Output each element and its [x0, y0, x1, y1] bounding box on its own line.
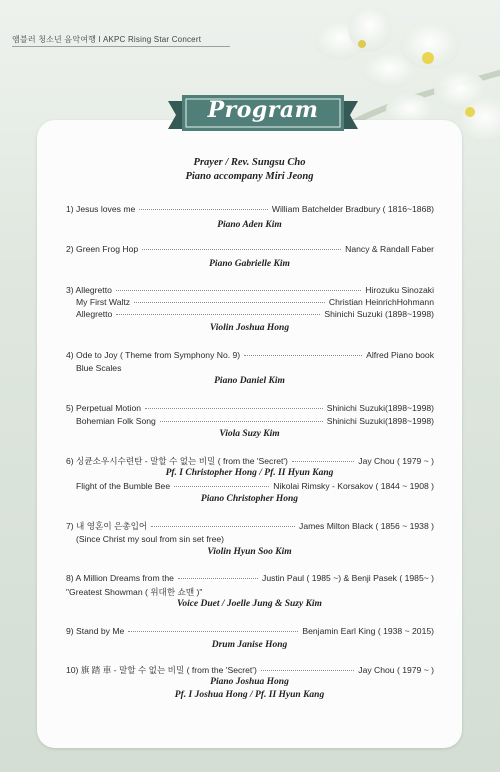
program-item-10 [66, 664, 434, 676]
dot-leader [128, 631, 298, 632]
program-title: Program [207, 97, 319, 123]
piece-title: Bohemian Folk Song [76, 416, 156, 426]
piece-title: Blue Scales [76, 363, 122, 373]
dot-leader [178, 578, 258, 579]
header-caption: 앰블러 청소년 음악여행 I AKPC Rising Star Concert [12, 35, 202, 44]
composer: Jay Chou ( 1979 ~ ) [358, 456, 434, 466]
composer: William Batchelder Bradbury ( 1816~1868) [271, 204, 434, 214]
program-item-5 [66, 403, 434, 413]
piece-title: Allegretto [76, 309, 113, 319]
dot-leader [145, 408, 323, 409]
composer: Nikolai Rimsky - Korsakov ( 1844 ~ 1908 ) [273, 481, 434, 491]
performer: Piano Christopher Hong [200, 494, 299, 504]
program-subitem [76, 481, 434, 491]
piece-title: 1) Jesus loves me [66, 204, 136, 214]
composer: Jay Chou ( 1979 ~ ) [358, 665, 434, 675]
program-item-6 [66, 455, 434, 467]
piece-title: 7) 내 영혼이 은총입어 [66, 521, 148, 531]
composer: Christian HeinrichHohmann [328, 297, 434, 307]
dot-leader [116, 314, 320, 315]
performer: Piano Daniel Kim [214, 376, 285, 386]
dot-leader [116, 290, 361, 291]
piece-title: 2) Green Frog Hop [66, 244, 139, 254]
performer: Pf. I Joshua Hong / Pf. II Hyun Kang [174, 690, 325, 700]
program-item-8 [66, 573, 434, 583]
program-item-9 [66, 626, 434, 636]
composer: Shinichi Suzuki(1898~1998) [326, 416, 434, 426]
program-item-4 [66, 350, 434, 360]
performer: Violin Joshua Hong [209, 323, 290, 333]
piece-title: Flight of the Bumble Bee [76, 481, 171, 491]
piece-title: My First Waltz [76, 297, 131, 307]
accompany-line: Piano accompany Miri Jeong [185, 171, 314, 182]
performer: Pf. I Christopher Hong / Pf. II Hyun Kang [165, 468, 334, 478]
performer: Piano Gabrielle Kim [209, 259, 290, 269]
header-rule [12, 46, 230, 47]
program-subitem [76, 416, 434, 426]
composer: Shinichi Suzuki (1898~1998) [324, 309, 434, 319]
composer: Alfred Piano book [366, 350, 434, 360]
program-subitem [76, 297, 434, 307]
piece-title: 10) 旗 踏 車 - 말할 수 없는 비밀 ( from the 'Secret') [66, 665, 257, 675]
program-item-7 [66, 520, 434, 532]
prayer-header [37, 156, 462, 184]
piece-title: 8) A Million Dreams from the [66, 573, 174, 583]
composer: Nancy & Randall Faber [345, 244, 434, 254]
dot-leader [244, 355, 362, 356]
dot-leader [174, 486, 269, 487]
performer: Piano Joshua Hong [210, 677, 289, 687]
dot-leader [139, 209, 268, 210]
performer: Violin Hyun Soo Kim [207, 547, 292, 557]
dot-leader [134, 302, 325, 303]
composer: Benjamin Earl King ( 1938 ~ 2015) [302, 626, 434, 636]
performer: Drum Janise Hong [211, 640, 288, 650]
piece-subtitle: (Since Christ my soul from sin set free) [76, 534, 225, 544]
dot-leader [261, 670, 354, 671]
composer: Justin Paul ( 1985 ~) & Benji Pasek ( 1985~ ) [262, 573, 434, 583]
piece-title: 6) 싱큔소우시수련탄 - 말할 수 없는 비밀 ( from the 'Secret') [66, 456, 288, 466]
piece-title: 3) Allegretto [66, 285, 112, 295]
piece-title: 9) Stand by Me [66, 626, 125, 636]
piece-title: 5) Perpetual Motion [66, 403, 141, 413]
program-item-1 [66, 204, 434, 214]
piece-subtitle: "Greatest Showman ( 위대한 쇼맨 )" [66, 587, 203, 597]
dot-leader [160, 421, 323, 422]
performer: Voice Duet / Joelle Jung & Suzy Kim [177, 599, 322, 609]
composer: James Milton Black ( 1856 ~ 1938 ) [299, 521, 434, 531]
piece-title: 4) Ode to Joy ( Theme from Symphony No. 9) [66, 350, 241, 360]
prayer-line: Prayer / Rev. Sungsu Cho [193, 157, 306, 168]
program-item-2 [66, 244, 434, 254]
dot-leader [151, 526, 295, 527]
program-item-3 [66, 285, 434, 295]
dot-leader [142, 249, 341, 250]
composer: Hirozuku Sinozaki [365, 285, 434, 295]
performer: Viola Suzy Kim [219, 429, 280, 439]
composer: Shinichi Suzuki(1898~1998) [326, 403, 434, 413]
dot-leader [292, 461, 354, 462]
program-subitem [76, 309, 434, 319]
performer: Piano Aden Kim [217, 220, 282, 230]
